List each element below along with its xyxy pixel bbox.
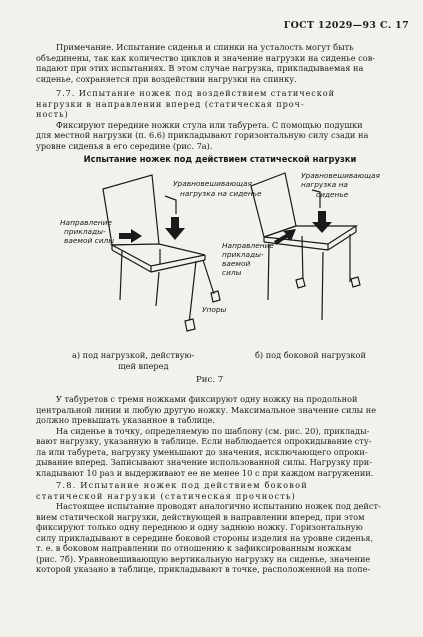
note-line: объединены, так как количество циклов и значение нагрузки на сиденье сов- xyxy=(36,52,376,63)
label-force-a: Направление xyxy=(60,218,112,227)
label-stops: Упоры xyxy=(202,305,227,314)
label-balance-b: Уравновешивающая xyxy=(301,171,380,180)
section-heading: ность) xyxy=(36,109,69,119)
label-force-a: ваемой силы xyxy=(64,236,115,245)
body-line: вием статической нагрузки, действующей в направлении вперед, при этом xyxy=(36,511,365,522)
label-force-a: приклады- xyxy=(64,227,106,236)
body-line: фиксируют только одну переднюю и одну заднюю ножку. Горизонтальную xyxy=(36,522,363,532)
caption-a xyxy=(72,350,194,371)
body-line: ла или табурета, нагрузку уменьшают до значения, исключающего опроки- xyxy=(36,446,368,457)
caption-b: б) под боковой нагрузкой xyxy=(255,350,366,360)
body-line: (рис. 7б). Уравновешивающую вертикальную нагрузку на сиденье, значение xyxy=(36,553,371,564)
page-header: ГОСТ 12029—93 С. 17 xyxy=(283,20,409,31)
label-force-b: приклады- xyxy=(222,250,264,259)
body-line: центральной линии и любую другую ножку. Максимальное значение силы не xyxy=(36,404,377,415)
label-force-b: Направление xyxy=(222,241,274,250)
note-line: сиденье, сохраняется при воздействии нагрузки на спинку. xyxy=(36,73,297,84)
body-line: вают нагрузку, указанную в таблице. Если наблюдается опрокидывание сту- xyxy=(36,436,372,446)
label-balance-a: нагрузка на сиденье xyxy=(180,189,262,198)
body-line: должно превышать указанное в таблице. xyxy=(36,415,215,425)
caption-a-line: щей вперед xyxy=(118,360,169,371)
body-line: силу прикладывают в середине боковой стороны изделия на уровне сиденья, xyxy=(36,532,374,543)
body-line: кладывают 10 раз и выдерживают ее не менее 10 с при каждом нагружении. xyxy=(36,467,374,478)
body-line: которой указано в таблице, прикладывают в точке, расположенной на попе- xyxy=(36,564,371,574)
section-7-8 xyxy=(36,480,394,575)
body-line: На сиденье в точку, определяемую по шаблону (см. рис. 20), приклады- xyxy=(56,425,370,436)
body-line: для местной нагрузки (п. 6.6) прикладывают горизонтальную силу сзади на xyxy=(36,130,369,140)
body-line: Настоящее испытание проводят аналогично испытанию ножек под дейст- xyxy=(56,501,381,511)
label-force-b: ваемой xyxy=(222,259,251,268)
body-line: уровне сиденья в его середине (рис. 7а). xyxy=(36,140,213,151)
body-line: Фиксируют передние ножки стула или табурета. С помощью подушки xyxy=(56,119,363,130)
note-line: Примечание. Испытание сиденья и спинки на усталость могут быть xyxy=(56,42,354,52)
section-heading: статической нагрузки (статическая прочность) xyxy=(36,490,297,501)
section-heading: нагрузки в направлении вперед (статическая проч- xyxy=(36,98,305,109)
label-balance-b: нагрузка на xyxy=(301,180,348,189)
section-heading: 7.7. Испытание ножек под воздействием статической xyxy=(56,88,335,98)
note-line: падают при этих испытаниях. В этом случае нагрузка, прикладываемая на xyxy=(36,63,364,73)
label-balance-a: Уравновешивающая xyxy=(173,179,252,188)
after-figure-text xyxy=(36,394,394,478)
body-line: т. е. в боковом направлении по отношению к зафиксированным ножкам xyxy=(36,543,352,553)
body-line: У табуретов с тремя ножками фиксируют одну ножку на продольной xyxy=(56,394,358,404)
section-heading: 7.8. Испытание ножек под действием боковой xyxy=(56,480,308,490)
figure-title: Испытание ножек под действием статической нагрузки xyxy=(83,154,357,164)
label-force-b: силы xyxy=(222,268,242,277)
caption-a-line: а) под нагрузкой, действую- xyxy=(72,350,195,360)
body-line: дывание вперед. Записывают значение использованной силы. Нагрузку при- xyxy=(36,457,372,467)
label-balance-b: сиденье xyxy=(316,190,349,199)
figure-number: Рис. 7 xyxy=(196,375,224,385)
